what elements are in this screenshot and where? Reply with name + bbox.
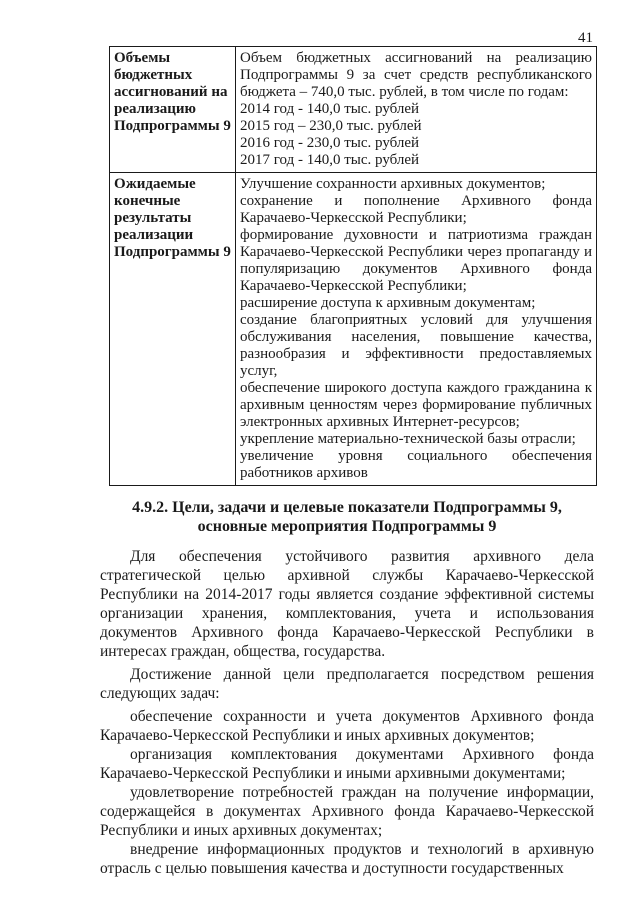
result-item: Улучшение сохранности архивных документов;	[240, 176, 546, 192]
paragraph-tasks-intro: Достижение данной цели предполагается посредством решения следующих задач:	[100, 666, 594, 702]
section-heading	[100, 498, 594, 536]
budget-year-2016-line: 2016 год - 230,0 тыс. рублей	[240, 135, 420, 151]
result-item: сохранение и пополнение Архивного фонда Карачаево-Черкесской Республики;	[240, 193, 592, 226]
table-row-budget	[110, 47, 597, 173]
result-item: обеспечение широкого доступа каждого гражданина к архивным ценностям через формирование публичных электронных архивных Интернет-ресурсов;	[240, 380, 592, 430]
budget-content-cell	[236, 47, 597, 173]
results-label-cell: Ожидаемые конечные результаты реализации Подпрограммы 9	[110, 173, 236, 486]
result-item: увеличение уровня социального обеспечения работников архивов	[240, 448, 592, 481]
budget-label-cell: Объемы бюджетных ассигнований на реализацию Подпрограммы 9	[110, 47, 236, 173]
budget-total-line: Объем бюджетных ассигнований на реализацию Подпрограммы 9 за счет средств республиканского бюджета – 740,0 тыс. рублей, в том числе по годам:	[240, 50, 592, 100]
passport-table	[109, 46, 597, 486]
budget-year-2014-line: 2014 год - 140,0 тыс. рублей	[240, 101, 420, 117]
table-row-results	[110, 173, 597, 486]
task-item: удовлетворение потребностей граждан на получение информации, содержащейся в документах Архивного фонда Карачаево-Черкесской Республики и иных архивных документах;	[100, 784, 594, 839]
result-item: расширение доступа к архивным документам;	[240, 295, 536, 311]
result-item: формирование духовности и патриотизма граждан Карачаево-Черкесской Республики через пропаганду и популяризацию документов Архивного фонда Карачаево-Черкесской Республики;	[240, 227, 592, 294]
page-number: 41	[578, 30, 593, 46]
budget-year-2015-line: 2015 год – 230,0 тыс. рублей	[240, 118, 422, 134]
results-content-cell	[236, 173, 597, 486]
budget-year-2017-line: 2017 год - 140,0 тыс. рублей	[240, 152, 420, 168]
result-item: создание благоприятных условий для улучшения обслуживания населения, повышение качества, разнообразия и эффективности предоставляемых услуг,	[240, 312, 592, 379]
task-item: внедрение информационных продуктов и технологий в архивную отрасль с целью повышения качества и доступности государственных	[100, 841, 594, 877]
task-item: организация комплектования документами Архивного фонда Карачаево-Черкесской Республики и иными архивными документами;	[100, 746, 594, 782]
body-text	[100, 547, 594, 878]
section-heading-line-1: 4.9.2. Цели, задачи и целевые показатели Подпрограммы 9,	[132, 499, 562, 516]
task-item: обеспечение сохранности и учета документов Архивного фонда Карачаево-Черкесской Республики и иных архивных документов;	[100, 708, 594, 744]
paragraph-strategic-goal: Для обеспечения устойчивого развития архивного дела стратегической целью архивной службы Карачаево-Черкесской Республики на 2014-2017 годы является создание эффективной системы организации хранения, комплектования, учета и использования документов Архивного фонда Карачаево-Черкесской Республики в интересах граждан, общества, государства.	[100, 548, 594, 660]
result-item: укрепление материально-технической базы отрасли;	[240, 431, 576, 447]
section-heading-line-2: основные мероприятия Подпрограммы 9	[197, 518, 497, 535]
